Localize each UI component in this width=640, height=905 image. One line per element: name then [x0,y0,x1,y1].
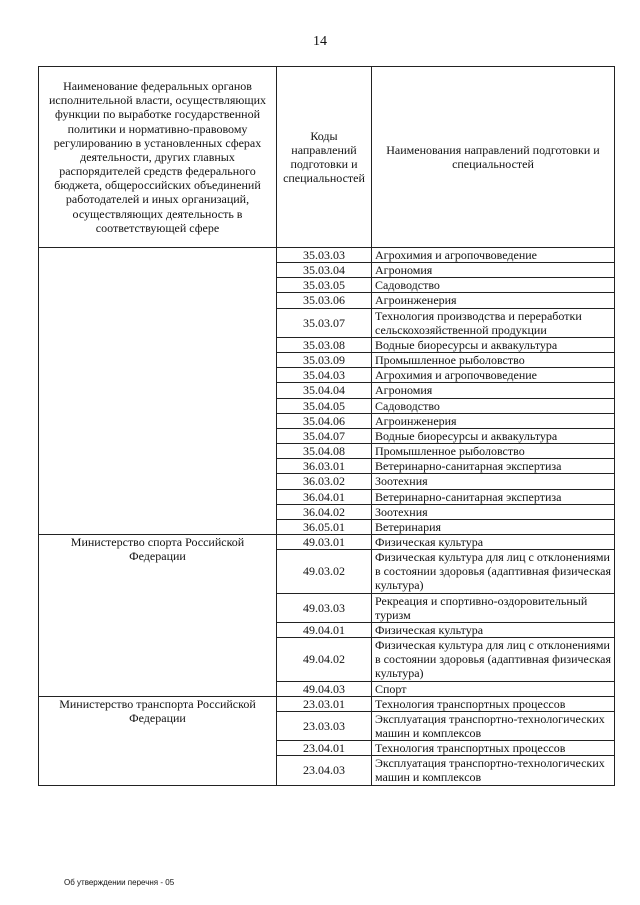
specialty-name-cell: Эксплуатация транспортно-технологических машин и комплексов [372,711,615,740]
specialty-name-cell: Агроинженерия [372,413,615,428]
organization-cell: Министерство спорта Российской Федерации [39,534,277,696]
code-cell: 36.05.01 [277,519,372,534]
specialty-name-cell: Агрономия [372,383,615,398]
specialties-table [38,66,615,786]
code-cell: 36.03.01 [277,459,372,474]
header-organization: Наименование федеральных органов исполнительной власти, осуществляющих функции по выработке государственной политики и нормативно-правовому регулированию в установленных сферах деятельности, других главных распорядителей средств федерального бюджета, общероссийских объединений работодателей и иных организаций, осуществляющих деятельность в соответствующей сфере [39,67,277,248]
code-cell: 49.04.01 [277,622,372,637]
specialty-name-cell: Технология транспортных процессов [372,696,615,711]
code-cell: 49.04.03 [277,681,372,696]
code-cell: 49.04.02 [277,638,372,681]
specialty-name-cell: Агрономия [372,263,615,278]
specialty-name-cell: Зоотехния [372,504,615,519]
specialty-name-cell: Физическая культура для лиц с отклонениями в состоянии здоровья (адаптивная физическая культура) [372,550,615,593]
table-body [39,248,615,786]
code-cell: 35.04.06 [277,413,372,428]
table-row [39,534,615,549]
code-cell: 35.04.08 [277,444,372,459]
specialty-name-cell: Агроинженерия [372,293,615,308]
code-cell: 23.04.01 [277,741,372,756]
specialty-name-cell: Садоводство [372,398,615,413]
table-row [39,696,615,711]
code-cell: 49.03.02 [277,550,372,593]
header-names: Наименования направлений подготовки и специальностей [372,67,615,248]
specialty-name-cell: Водные биоресурсы и аквакультура [372,428,615,443]
code-cell: 36.04.02 [277,504,372,519]
code-cell: 23.03.01 [277,696,372,711]
code-cell: 35.04.03 [277,368,372,383]
specialty-name-cell: Физическая культура [372,534,615,549]
specialties-table-container [38,66,614,786]
specialty-name-cell: Физическая культура [372,622,615,637]
code-cell: 35.04.05 [277,398,372,413]
specialty-name-cell: Физическая культура для лиц с отклонениями в состоянии здоровья (адаптивная физическая культура) [372,638,615,681]
specialty-name-cell: Спорт [372,681,615,696]
organization-cell [39,248,277,535]
specialty-name-cell: Промышленное рыболовство [372,444,615,459]
code-cell: 35.03.03 [277,248,372,263]
specialty-name-cell: Промышленное рыболовство [372,353,615,368]
page-number: 14 [313,34,327,49]
specialty-name-cell: Ветеринария [372,519,615,534]
header-codes: Коды направлений подготовки и специальностей [277,67,372,248]
specialty-name-cell: Зоотехния [372,474,615,489]
specialty-name-cell: Ветеринарно-санитарная экспертиза [372,489,615,504]
specialty-name-cell: Ветеринарно-санитарная экспертиза [372,459,615,474]
code-cell: 36.03.02 [277,474,372,489]
code-cell: 35.04.04 [277,383,372,398]
specialty-name-cell: Водные биоресурсы и аквакультура [372,337,615,352]
code-cell: 35.03.05 [277,278,372,293]
code-cell: 35.03.08 [277,337,372,352]
code-cell: 49.03.03 [277,593,372,622]
code-cell: 36.04.01 [277,489,372,504]
code-cell: 23.03.03 [277,711,372,740]
specialty-name-cell: Рекреация и спортивно-оздоровительный туризм [372,593,615,622]
code-cell: 35.03.07 [277,308,372,337]
code-cell: 35.04.07 [277,428,372,443]
code-cell: 49.03.01 [277,534,372,549]
code-cell: 35.03.06 [277,293,372,308]
code-cell: 35.03.09 [277,353,372,368]
specialty-name-cell: Садоводство [372,278,615,293]
specialty-name-cell: Эксплуатация транспортно-технологических машин и комплексов [372,756,615,785]
code-cell: 35.03.04 [277,263,372,278]
specialty-name-cell: Технология производства и переработки сельскохозяйственной продукции [372,308,615,337]
specialty-name-cell: Технология транспортных процессов [372,741,615,756]
code-cell: 23.04.03 [277,756,372,785]
table-header-row [39,67,615,248]
specialty-name-cell: Агрохимия и агропочвоведение [372,248,615,263]
footer-note: Об утверждении перечня - 05 [64,878,175,887]
organization-cell: Министерство транспорта Российской Федерации [39,696,277,785]
specialty-name-cell: Агрохимия и агропочвоведение [372,368,615,383]
table-row [39,248,615,263]
